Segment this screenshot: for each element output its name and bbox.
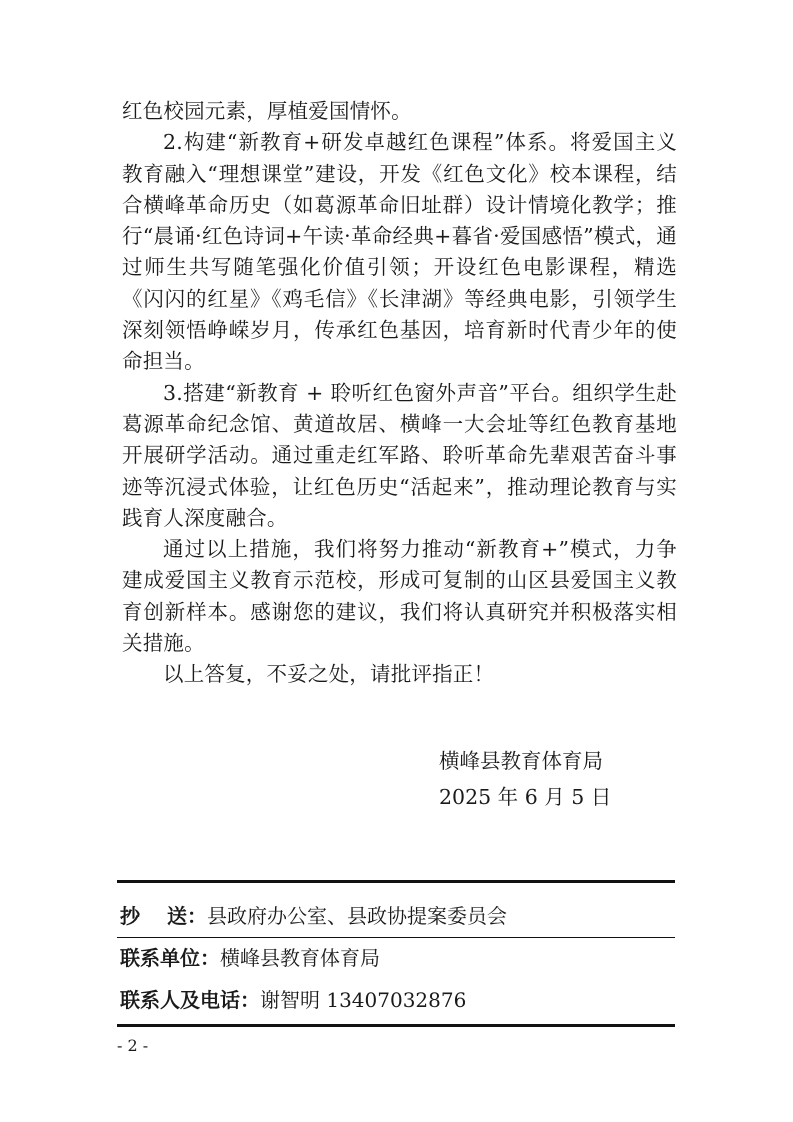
signature-date: 2025 年 6 月 5 日 (439, 785, 612, 809)
contact-unit-row (120, 944, 380, 972)
copy-to-row (120, 902, 507, 930)
paragraph-item-2: 2.构建“新教育+研发卓越红色课程”体系。将爱国主义教育融入“理想课堂”建设，开发《红色文化》校本课程，结合横峰革命历史（如葛源革命旧址群）设计情境化教学；推行“晨诵·红色诗词+午读·革命经典+暮省·爱国感悟”模式，通过师生共写随笔强化价值引领；开设红色电影课程，精选《闪闪的红星》《鸡毛信》《长津湖》等经典电影，引领学生深刻领悟峥嵘岁月，传承红色基因，培育新时代青少年的使命担当。 (122, 130, 677, 374)
paragraph-closing: 以上答复，不妥之处，请批评指正！ (163, 662, 495, 687)
contact-person-row (120, 986, 466, 1014)
paragraph-continuation: 红色校园元素，厚植爱国情怀。 (122, 99, 412, 123)
copy-to-value: 县政府办公室、县政协提案委员会 (206, 904, 507, 928)
bottom-divider (117, 1024, 675, 1027)
page-number: - 2 - (117, 1036, 149, 1055)
paragraph-summary: 通过以上措施，我们将努力推动“新教育+”模式，力争建成爱国主义教育示范校，形成可复制的山区县爱国主义教育创新样本。感谢您的建议，我们将认真研究并积极落实相关措施。 (122, 537, 677, 656)
contact-unit-label: 联系单位： (120, 946, 220, 970)
letter-body (122, 96, 677, 691)
divider (117, 937, 675, 938)
contact-person-value: 谢智明 13407032876 (260, 988, 467, 1012)
paragraph-item-3: 3.搭建“新教育 + 聆听红色窗外声音”平台。组织学生赴葛源革命纪念馆、黄道故居、横峰一大会址等红色教育基地开展研学活动。通过重走红军路、聆听革命先辈艰苦奋斗事迹等沉浸式体验，让红色历史“活起来”，推动理论教育与实践育人深度融合。 (122, 380, 677, 530)
signature-organization: 横峰县教育体育局 (439, 749, 603, 773)
contact-person-label: 联系人及电话： (120, 988, 260, 1012)
top-divider (117, 880, 675, 883)
copy-to-label: 抄 送： (120, 904, 207, 928)
contact-unit-value: 横峰县教育体育局 (220, 946, 380, 970)
